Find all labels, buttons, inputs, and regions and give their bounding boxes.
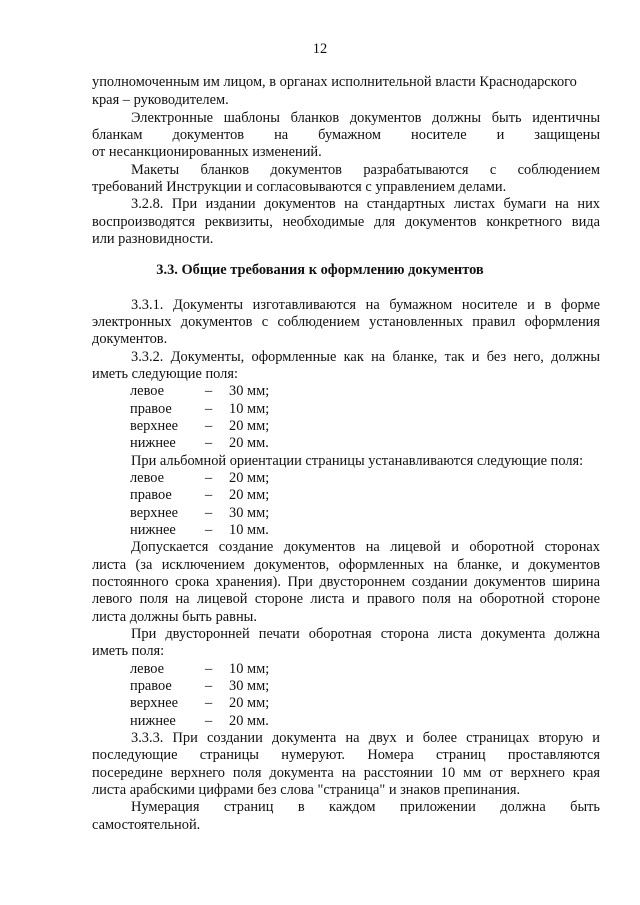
body-line: документов. <box>92 331 168 347</box>
margin-dash: – <box>205 470 213 486</box>
margin-value: 10 мм; <box>229 401 270 417</box>
section-heading: 3.3. Общие требования к оформлению документов <box>156 262 484 278</box>
body-line: 3.3.2. Документы, оформленные как на бланке, так и без него, должны <box>131 349 600 365</box>
body-line: листа арабскими цифрами без слова "страница" и знаков препинания. <box>92 782 521 798</box>
margin-value: 20 мм. <box>229 713 269 729</box>
margin-value: 30 мм; <box>229 678 270 694</box>
body-line: или разновидности. <box>92 231 214 247</box>
body-line: уполномоченным им лицом, в органах исполнительной власти Краснодарского <box>92 74 577 90</box>
body-line: Макеты бланков документов разрабатываются с соблюдением <box>131 162 600 178</box>
margin-value: 20 мм; <box>229 695 270 711</box>
margin-value: 30 мм; <box>229 383 270 399</box>
margin-value: 20 мм. <box>229 435 269 451</box>
margin-name: нижнее <box>130 435 176 451</box>
body-line: левого поля на лицевой стороне листа и правого поля на оборотной стороне <box>92 591 600 607</box>
margin-name: верхнее <box>130 695 178 711</box>
body-line: постоянного срока хранения). При двустороннем создании документов ширина <box>92 574 600 590</box>
margin-name: верхнее <box>130 505 178 521</box>
body-line: Нумерация страниц в каждом приложении должна быть <box>131 799 600 815</box>
margin-name: нижнее <box>130 522 176 538</box>
body-line: Электронные шаблоны бланков документов должны быть идентичны <box>131 110 600 126</box>
body-line: электронных документов с соблюдением установленных правил оформления <box>92 314 600 330</box>
margin-value: 20 мм; <box>229 418 270 434</box>
margin-dash: – <box>205 435 213 451</box>
body-line: самостоятельной. <box>92 817 201 833</box>
body-line: Допускается создание документов на лицевой и оборотной сторонах <box>131 539 600 555</box>
margin-dash: – <box>205 418 213 434</box>
margin-value: 20 мм; <box>229 487 270 503</box>
margin-name: правое <box>130 678 172 694</box>
body-line: бланкам документов на бумажном носителе и защищены <box>92 127 600 143</box>
margin-name: нижнее <box>130 713 176 729</box>
margin-value: 30 мм; <box>229 505 270 521</box>
body-line: иметь поля: <box>92 643 165 659</box>
margin-value: 10 мм. <box>229 522 269 538</box>
margin-dash: – <box>205 401 213 417</box>
body-line: воспроизводятся реквизиты, необходимые для документов конкретного вида <box>92 214 600 230</box>
margin-name: верхнее <box>130 418 178 434</box>
body-line: 3.3.1. Документы изготавливаются на бумажном носителе и в форме <box>131 297 600 313</box>
margin-dash: – <box>205 678 213 694</box>
margin-dash: – <box>205 487 213 503</box>
body-line: При альбомной ориентации страницы устанавливаются следующие поля: <box>131 453 584 469</box>
body-line: При двусторонней печати оборотная сторона листа документа должна <box>131 626 600 642</box>
margin-name: левое <box>130 383 165 399</box>
body-line: посередине верхнего поля документа на расстоянии 10 мм от верхнего края <box>92 765 600 781</box>
body-line: требований Инструкции и согласовываются с управлением делами. <box>92 179 507 195</box>
margin-dash: – <box>205 383 213 399</box>
body-line: от несанкционированных изменений. <box>92 144 322 160</box>
body-line: последующие страницы нумеруют. Номера страниц проставляются <box>92 747 600 763</box>
margin-value: 20 мм; <box>229 470 270 486</box>
margin-name: правое <box>130 401 172 417</box>
margin-name: левое <box>130 661 165 677</box>
page-number: 12 <box>312 41 328 57</box>
margin-value: 10 мм; <box>229 661 270 677</box>
body-line: листа должны быть равны. <box>92 609 257 625</box>
margin-dash: – <box>205 522 213 538</box>
margin-dash: – <box>205 661 213 677</box>
margin-dash: – <box>205 505 213 521</box>
body-line: края – руководителем. <box>92 92 229 108</box>
body-line: листа (за исключением документов, оформленных на бланке, и документов <box>92 557 600 573</box>
margin-dash: – <box>205 695 213 711</box>
body-line: 3.3.3. При создании документа на двух и более страницах вторую и <box>131 730 600 746</box>
margin-name: левое <box>130 470 165 486</box>
margin-name: правое <box>130 487 172 503</box>
body-line: 3.2.8. При издании документов на стандартных листах бумаги на них <box>131 196 600 212</box>
body-line: иметь следующие поля: <box>92 366 238 382</box>
margin-dash: – <box>205 713 213 729</box>
